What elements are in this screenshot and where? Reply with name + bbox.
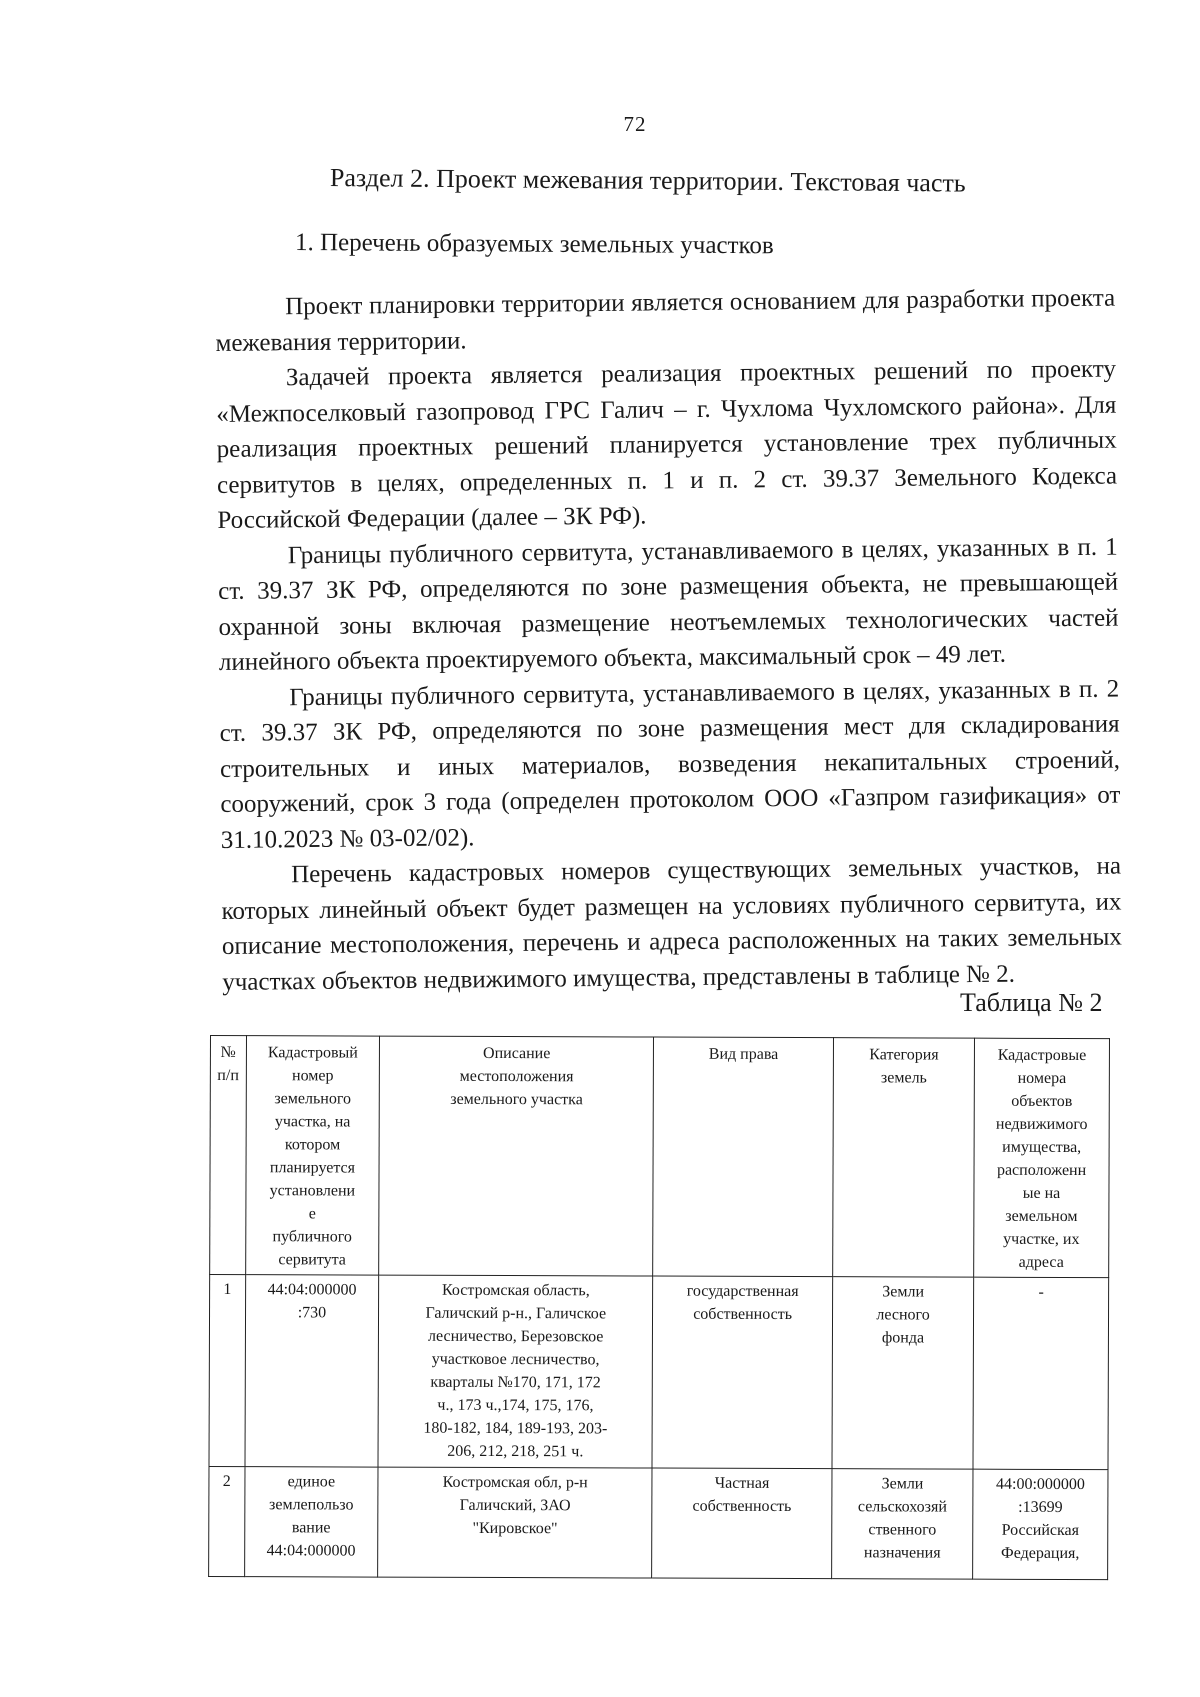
body-text bbox=[215, 281, 1122, 1000]
header-property-objects: Кадастровые номера объектов недвижимого имущества, расположенн ые на земельном участке, их адреса bbox=[974, 1038, 1110, 1277]
cell-number: 1 bbox=[209, 1275, 245, 1467]
table-caption: Таблица № 2 bbox=[960, 988, 1103, 1017]
paragraph: Проект планировки территории является основанием для разработки проекта межевания территории. bbox=[215, 284, 1116, 357]
cell-location-description: Костромская область, Галичский р-н., Галичское лесничество, Березовское участковое лесничество, кварталы №170, 171, 172 ч., 173 ч.,174, 175, 176, 180-182, 184, 189-193, 203- 206, 212, 218, 251 ч. bbox=[378, 1275, 653, 1468]
paragraph: Границы публичного сервитута, устанавливаемого в целях, указанных в п. 1 ст. 39.37 ЗК РФ, определяются по зоне размещения объекта, не превышающей охранной зоны включая размещение неотъемлемых технологических частей линейного объекта проектируемого объекта, максимальный срок – 49 лет. bbox=[218, 533, 1119, 676]
table-row bbox=[209, 1275, 1109, 1470]
header-right-type: Вид права bbox=[653, 1037, 834, 1277]
cell-cadastral-number: единое землепользо вание 44:04:000000 bbox=[244, 1467, 378, 1577]
cell-property-objects: - bbox=[973, 1277, 1109, 1469]
paragraph: Границы публичного сервитута, устанавливаемого в целях, указанных в п. 2 ст. 39.37 ЗК РФ, определяются по зоне размещения мест для складирования строительных и иных материалов, возведения некапитальных строений, сооружений, срок 3 года (определен протоколом ООО «Газпром газификация» от 31.10.2023 № 03-02/02). bbox=[219, 675, 1121, 854]
cell-right-type: государственная собственность bbox=[652, 1276, 832, 1469]
section-title: Раздел 2. Проект межевания территории. Текстовая часть bbox=[329, 163, 966, 198]
cell-property-objects: 44:00:000000 :13699 Российская Федерация, bbox=[973, 1469, 1108, 1579]
page-number: 72 bbox=[623, 112, 647, 136]
cell-land-category: Земли лесного фонда bbox=[832, 1277, 974, 1469]
subtitle: 1. Перечень образуемых земельных участков bbox=[294, 229, 774, 260]
cell-number: 2 bbox=[209, 1466, 245, 1576]
header-land-category: Категория земель bbox=[833, 1038, 975, 1277]
table-header-row bbox=[210, 1036, 1110, 1278]
cell-cadastral-number: 44:04:000000 :730 bbox=[245, 1275, 379, 1467]
header-number: № п/п bbox=[210, 1036, 246, 1275]
cell-right-type: Частная собственность bbox=[652, 1468, 832, 1579]
paragraph: Задачей проекта является реализация проектных решений по проекту «Межпоселковый газопровод ГРС Галич – г. Чухлома Чухломского района». Для реализация проектных решений планируется установление трех публичных сервитутов в целях, определенных п. 1 и п. 2 ст. 39.37 Земельного Кодекса Российской Федерации (далее – ЗК РФ). bbox=[216, 355, 1118, 534]
header-cadastral-number: Кадастровый номер земельного участка, на котором планируется установлени е публичного сервитута bbox=[245, 1036, 380, 1275]
paragraph: Перечень кадастровых номеров существующих земельных участков, на которых линейный объект будет размещен на условиях публичного сервитута, их описание местоположения, перечень и адреса расположенных на таких земельных участках объектов недвижимого имущества, представлены в таблице № 2. bbox=[221, 852, 1122, 996]
cell-land-category: Земли сельскохозяй ственного назначения bbox=[832, 1469, 973, 1579]
header-location-description: Описание местоположения земельного участка bbox=[379, 1036, 654, 1276]
table-row bbox=[209, 1466, 1108, 1579]
cadastral-table bbox=[208, 1035, 1110, 1580]
cell-location-description: Костромская обл, р-н Галичский, ЗАО "Кировское" bbox=[378, 1467, 652, 1578]
